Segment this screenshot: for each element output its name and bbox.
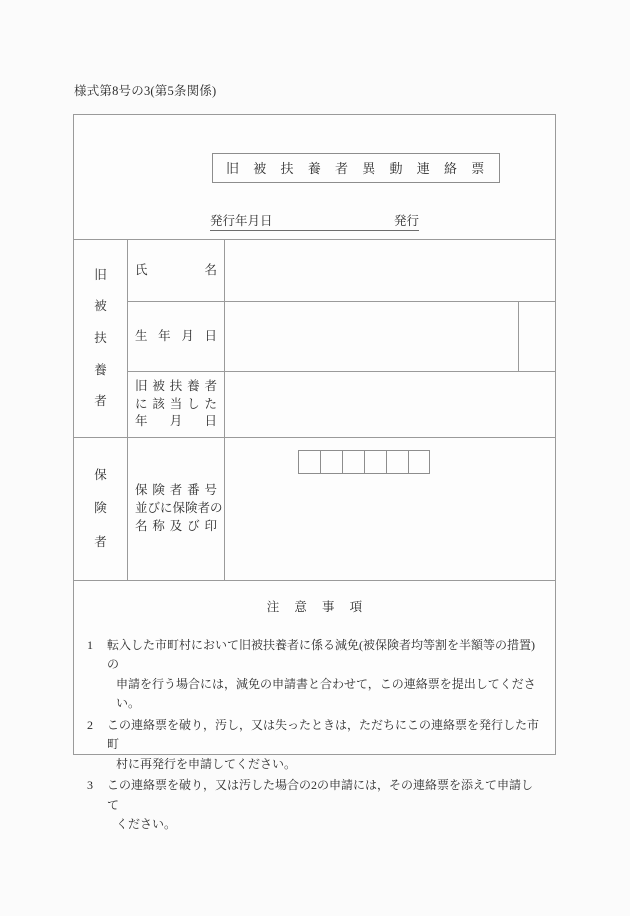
notice-item-line: 申請を行う場合には，減免の申請書と合わせて，この連絡票を提出してください。 (116, 676, 536, 711)
insurer-value-field[interactable] (225, 438, 555, 580)
row-qualified-date (128, 372, 555, 437)
name-value-field[interactable] (225, 240, 555, 301)
qualified-label-char: 者 (204, 378, 217, 393)
birth-date-extra-field[interactable] (519, 302, 555, 371)
row-insurer (128, 438, 555, 580)
notice-item-number: 1 (87, 638, 93, 652)
qualified-label-char: 被 (152, 378, 165, 393)
group-label-char: 者 (94, 535, 107, 550)
birth-date-label-cell (128, 302, 225, 371)
insurer-label-char: 者 (169, 483, 183, 498)
insurer-label-char: 印 (204, 518, 217, 533)
birth-label-char: 日 (204, 328, 217, 343)
group-label-char: 養 (94, 362, 107, 377)
group-label-char: 険 (94, 501, 107, 516)
notice-list (74, 636, 555, 834)
notice-item-text (107, 636, 542, 714)
qualified-date-label-cell (128, 372, 225, 437)
insurer-label-cell (128, 438, 225, 580)
insurer-label-char: び (187, 518, 200, 533)
qualified-date-value-field[interactable] (225, 372, 555, 437)
insurer-label-char: 称 (152, 518, 165, 533)
qualified-label-char: 該 (152, 396, 165, 411)
notice-item-line: この連絡票を破り，又は汚した場合の2の申請には，その連絡票を添えて申請して (107, 778, 534, 812)
form-title: 旧 被 扶 養 者 異 動 連 絡 票 (212, 153, 500, 183)
notice-item-text (107, 776, 542, 834)
group-label-char: 保 (94, 467, 107, 482)
insurer-number-box[interactable] (364, 450, 386, 474)
notice-item-number: 3 (87, 778, 93, 793)
group-label-char: 被 (94, 299, 107, 314)
qualified-label-char: 養 (187, 378, 200, 393)
notice-item-number: 2 (87, 717, 93, 732)
insurer-label-char: 険 (152, 483, 165, 498)
issue-date-label: 発行年月日 (210, 214, 273, 228)
qualified-label-char: 年 (135, 414, 148, 429)
name-label-right: 名 (204, 262, 217, 277)
name-label-cell (128, 240, 225, 301)
insurer-label-line2: 並びに保険者の (135, 501, 223, 516)
notice-section (74, 581, 555, 834)
group-label-char: 者 (94, 394, 107, 409)
insurer-number-boxes (298, 450, 430, 474)
row-name (128, 240, 555, 302)
insurer-label-char: 番 (187, 483, 200, 498)
insurer-label-char: 名 (135, 518, 148, 533)
qualified-label-char: 旧 (135, 378, 148, 393)
qualified-label-char: 扶 (169, 378, 183, 393)
group-label-char: 旧 (94, 267, 107, 282)
notice-item-line: 村に再発行を申請してください。 (116, 756, 297, 771)
insurer-group-label (74, 438, 128, 580)
insurer-label-char: 号 (204, 483, 217, 498)
insurer-number-box[interactable] (408, 450, 430, 474)
form-header-band (74, 115, 555, 240)
notice-item-text (107, 716, 542, 774)
notice-item-line: 転入した市町村において旧被扶養者に係る減免(被保険者均等割を半額等の措置)の (107, 638, 535, 672)
notice-item (85, 776, 542, 834)
insurer-number-box[interactable] (320, 450, 342, 474)
section-former-dependent (74, 240, 555, 438)
name-label-left: 氏 (135, 262, 148, 277)
form-code-label: 様式第8号の3(第5条関係) (74, 84, 217, 98)
insurer-number-box[interactable] (386, 450, 408, 474)
notice-item-line: ください。 (116, 816, 177, 831)
qualified-label-char: に (135, 396, 148, 411)
notice-item (85, 636, 542, 714)
issue-line (210, 211, 419, 231)
issuer-label: 発行 (393, 214, 419, 228)
insurer-number-box[interactable] (298, 450, 320, 474)
qualified-label-char: た (204, 396, 217, 411)
birth-label-char: 月 (181, 328, 194, 343)
birth-label-char: 年 (158, 328, 171, 343)
insurer-number-box[interactable] (342, 450, 364, 474)
notice-item-line: この連絡票を破り，汚し，又は失ったときは，ただちにこの連絡票を発行した市町 (107, 717, 540, 752)
section-insurer (74, 438, 555, 581)
birth-label-char: 生 (135, 328, 148, 343)
group-label-char: 扶 (94, 330, 107, 345)
insurer-label-char: 及 (169, 518, 183, 533)
qualified-label-char: 日 (204, 414, 217, 429)
insurer-label-char: 保 (135, 483, 148, 498)
qualified-label-char: 月 (169, 414, 183, 429)
row-birth-date (128, 302, 555, 372)
qualified-label-char: し (187, 396, 200, 411)
former-dependent-group-label (74, 240, 128, 437)
notice-item (85, 716, 542, 774)
notice-title: 注 意 事 項 (266, 600, 369, 614)
form-sheet (73, 114, 556, 831)
birth-date-value-field[interactable] (225, 302, 519, 371)
qualified-label-char: 当 (169, 396, 183, 411)
